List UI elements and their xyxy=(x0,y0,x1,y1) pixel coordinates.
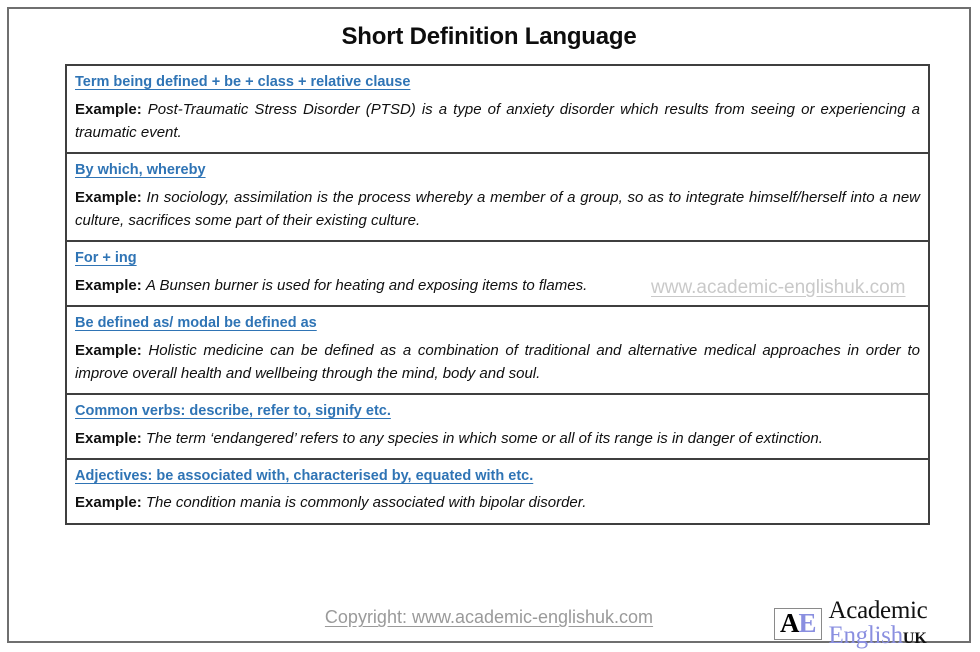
logo-monogram-icon xyxy=(774,608,822,640)
example-text: A Bunsen burner is used for heating and exposing items to flames. xyxy=(145,276,588,294)
page-title: Short Definition Language xyxy=(341,23,637,50)
definition-table xyxy=(65,64,930,525)
row-example xyxy=(75,491,920,514)
row-example xyxy=(75,427,920,450)
example-text: In sociology, assimilation is the process whereby a member of a group, so as to integrate himself/herself into a new culture, sacrifices some part of their existing culture. xyxy=(75,188,920,229)
page-frame xyxy=(7,7,971,649)
row-heading: By which, whereby xyxy=(75,162,206,179)
table-row xyxy=(67,395,928,460)
table-row xyxy=(67,307,928,395)
row-example xyxy=(75,98,920,145)
example-label: Example: xyxy=(75,494,142,512)
logo-word-uk: UK xyxy=(902,629,927,647)
logo-letter-e: E xyxy=(798,607,816,638)
logo-line-english-uk xyxy=(828,621,928,649)
logo-line-academic: Academic xyxy=(828,597,928,624)
example-label: Example: xyxy=(75,276,142,294)
example-text: The term ‘endangered’ refers to any species in which some or all of its range is in danger of extinction. xyxy=(145,429,823,447)
example-label: Example: xyxy=(75,188,142,206)
row-heading: Common verbs: describe, refer to, signify etc. xyxy=(75,403,391,419)
example-text: The condition mania is commonly associated with bipolar disorder. xyxy=(145,494,587,512)
example-text: Holistic medicine can be defined as a combination of traditional and alternative medical approaches in order to improve overall health and wellbeing through the mind, body and soul. xyxy=(75,341,921,382)
table-row xyxy=(67,242,928,307)
footer-copyright: Copyright: www.academic-englishuk.com xyxy=(324,607,654,627)
example-label: Example: xyxy=(75,341,142,359)
logo-word-english: English xyxy=(828,621,903,649)
table-row xyxy=(67,154,928,242)
row-example xyxy=(75,274,920,297)
watermark-url: www.academic-englishuk.com xyxy=(651,277,906,298)
example-label: Example: xyxy=(75,100,142,118)
row-example xyxy=(75,339,920,386)
row-heading: Adjectives: be associated with, characterised by, equated with etc. xyxy=(75,467,534,484)
row-heading: Be defined as/ modal be defined as xyxy=(75,314,317,331)
table-row xyxy=(67,66,928,154)
table-row xyxy=(67,460,928,523)
example-text: Post-Traumatic Stress Disorder (PTSD) is a type of anxiety disorder which results from seeing or experiencing a traumatic event. xyxy=(75,100,920,141)
row-heading: For + ing xyxy=(75,250,137,267)
academic-english-uk-logo xyxy=(774,599,927,648)
row-example xyxy=(75,186,920,233)
example-label: Example: xyxy=(75,429,142,447)
row-heading: Term being defined + be + class + relative clause xyxy=(75,74,411,90)
logo-letter-a: A xyxy=(780,607,799,638)
logo-wordmark xyxy=(829,599,928,648)
